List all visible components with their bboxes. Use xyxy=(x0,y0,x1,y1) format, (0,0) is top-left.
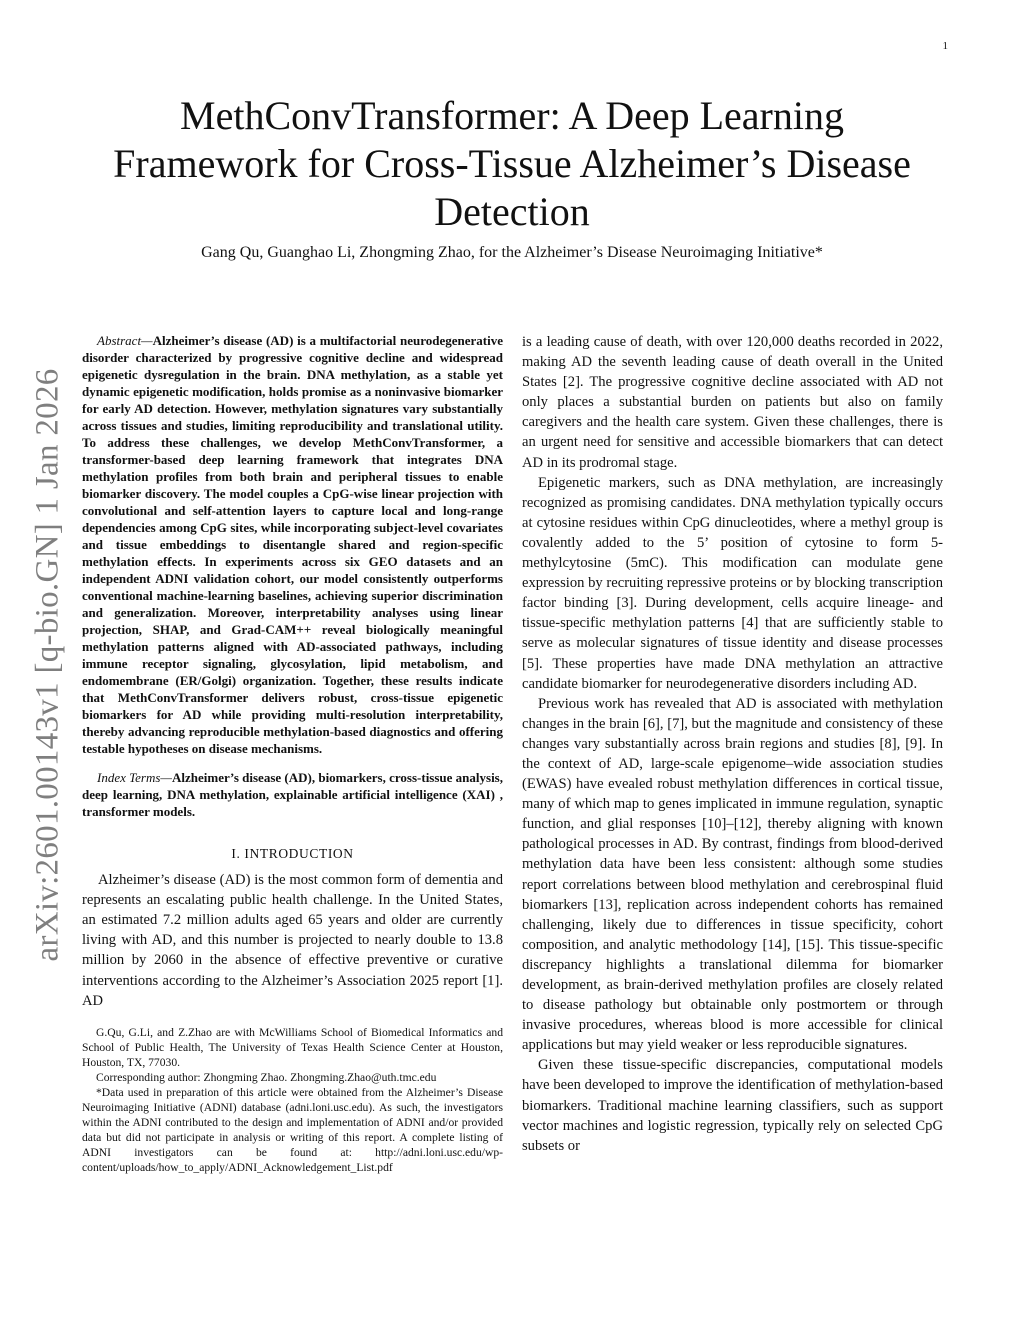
body-paragraph: is a leading cause of death, with over 120,000 deaths recorded in 2022, making AD the seventh leading cause of death overall in the United States [2]. The progressive cognitive decline associated with AD not only places a substantial burden on patients but also on family caregivers and the health care system. Given these challenges, there is an urgent need for sensitive and accessible biomarkers that can detect AD in its prodromal stage. xyxy=(522,334,943,471)
author-list: Gang Qu, Guanghao Li, Zhongming Zhao, for the Alzheimer’s Disease Neuroimaging Initiative* xyxy=(201,244,823,261)
abstract-text: Alzheimer’s disease (AD) is a multifactorial neurodegenerative disorder characterized by progressive cognitive decline and widespread epigenetic dysregulation in the brain. DNA methylation, as a stable yet dynamic epigenetic modification, holds promise as a noninvasive biomarker for early AD detection. However, methylation signatures vary substantially across tissues and studies, limiting reproducibility and translational utility. To address these challenges, we develop MethConvTransformer, a transformer-based deep learning framework that integrates DNA methylation profiles from both brain and peripheral tissues to enable biomarker discovery. The model couples a CpG-wise linear projection with convolutional and self-attention layers to capture local and long-range dependencies among CpG sites, while incorporating subject-level covariates and tissue embeddings to disentangle shared and region-specific methylation effects. In experiments across six GEO datasets and an independent ADNI validation cohort, our model consistently outperforms conventional machine-learning baselines, achieving superior discrimination and generalization. Moreover, interpretability analyses using linear projection, SHAP, and Grad-CAM++ reveal biologically meaningful methylation patterns aligned with AD-associated pathways, including immune receptor signaling, glycosylation, lipid metabolism, and endomembrane (ER/Golgi) organization. Together, these results indicate that MethConvTransformer delivers robust, cross-tissue epigenetic biomarkers for AD while providing multi-resolution interpretability, thereby advancing reproducible methylation-based diagnostics and offering testable hypotheses on disease mechanisms. xyxy=(82,333,503,756)
corresponding-author-footnote: Corresponding author: Zhongming Zhao. Zhongming.Zhao@uth.tmc.edu xyxy=(96,1070,437,1084)
body-paragraph: Given these tissue-specific discrepancies, computational models have been developed to improve the identification of methylation-based biomarkers. Traditional machine learning classifiers, such as support vector machines and logistic regression, typically rely on selected CpG subsets or xyxy=(522,1057,943,1154)
abstract-label: Abstract— xyxy=(97,333,153,348)
abstract xyxy=(82,332,503,757)
left-column xyxy=(82,332,503,1175)
footnotes xyxy=(82,1025,503,1175)
paper-title: MethConvTransformer: A Deep Learning Framework for Cross-Tissue Alzheimer’s Disease Detection xyxy=(113,93,911,234)
body-paragraph: Previous work has revealed that AD is associated with methylation changes in the brain [6], [7], but the magnitude and consistency of these changes vary substantially across brain regions and studies [8], [9]. In the context of AD, large-scale epigenome–wide association studies (EWAS) have evealed robust methylation differences in cortical tissue, many of which map to genes implicated in immune regulation, synaptic function, and glial responses [10]–[12], thereby aligning with known pathological processes in AD. By contrast, findings from blood-derived methylation data have been less consistent: although some studies report correlations between blood methylation and cerebrospinal fluid biomarkers [13], replication across independent cohorts has remained challenging, likely due to differences in tissue specificity, cohort composition, and analytic methodology [14], [15]. This tissue-specific discrepancy highlights a translational dilemma for biomarker development, as brain-derived methylation profiles are closely related to disease pathology but obtainable only postmortem or through invasive procedures, whereas blood is more accessible for clinical applications but may yield weaker or less reproducible signatures. xyxy=(522,695,943,1054)
body-paragraph: Epigenetic markers, such as DNA methylation, are increasingly recognized as promising candidates. DNA methylation typically occurs at cytosine residues within CpG dinucleotides, where a methyl group is covalently added to the 5’ position of cytosine to form 5-methylcytosine (5mC). This modification can modulate gene expression by recruiting repressive proteins or by blocking transcription factor binding [3]. During development, cells acquire lineage- and tissue-specific methylation patterns [4] that are sufficiently stable to serve as molecular signatures of tissue identity and disease processes [5]. These properties have made DNA methylation an attractive candidate biomarker for neurodegenerative disorders including AD. xyxy=(522,474,943,692)
arxiv-identifier-stamp: arXiv:2601.00143v1 [q-bio.GN] 1 Jan 2026 xyxy=(29,368,66,962)
page-number: 1 xyxy=(942,40,948,52)
right-column xyxy=(522,332,943,1156)
index-terms xyxy=(82,769,503,820)
index-terms-text: Alzheimer’s disease (AD), biomarkers, cross-tissue analysis, deep learning, DNA methylation, explainable artificial intelligence (XAI) , transformer models. xyxy=(82,770,503,819)
index-terms-label: Index Terms— xyxy=(97,770,172,785)
section-heading-introduction: I. INTRODUCTION xyxy=(231,846,354,861)
intro-paragraph: Alzheimer’s disease (AD) is the most common form of dementia and represents an escalating public health challenge. In the United States, an estimated 7.2 million adults aged 65 years and older are currently living with AD, and this number is projected to nearly double to 13.8 million by 2060 in the absence of effective preventive or curative interventions according to the Alzheimer’s Association 2025 report [1]. AD xyxy=(82,872,503,1009)
adni-data-footnote: *Data used in preparation of this article were obtained from the Alzheimer’s Disease Neuroimaging Initiative (ADNI) database (adni.loni.usc.edu). As such, the investigators within the ADNI contributed to the design and implementation of ADNI and/or provided data but did not participate in analysis or writing of this report. A complete listing of ADNI investigators can be found at: http://adni.loni.usc.edu/wp-content/uploads/how_to_apply/ADNI_Acknowledgement_List.pdf xyxy=(82,1085,503,1174)
affiliation-footnote: G.Qu, G.Li, and Z.Zhao are with McWilliams School of Biomedical Informatics and School of Public Health, The University of Texas Health Science Center at Houston, Houston, TX, 77030. xyxy=(82,1025,503,1069)
